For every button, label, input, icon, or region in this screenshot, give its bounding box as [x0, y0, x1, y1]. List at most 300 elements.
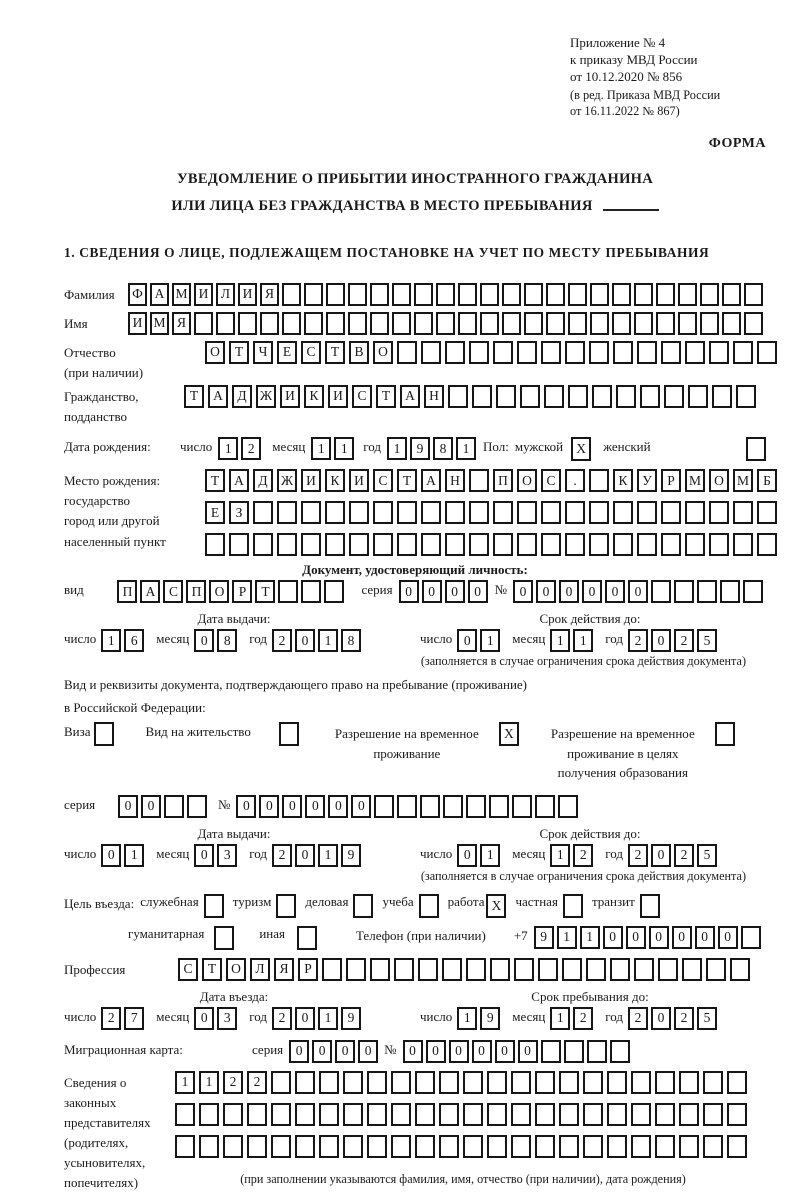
- char-cell[interactable]: С: [178, 958, 198, 981]
- char-cell[interactable]: 2: [272, 844, 292, 867]
- char-cell[interactable]: [565, 501, 585, 524]
- char-cell[interactable]: 0: [651, 1007, 671, 1030]
- char-cell[interactable]: 3: [217, 1007, 237, 1030]
- char-cell[interactable]: 1: [218, 437, 238, 460]
- char-cell[interactable]: [493, 341, 513, 364]
- char-cell[interactable]: 1: [199, 1071, 219, 1094]
- char-cell[interactable]: [535, 1103, 555, 1126]
- char-cell[interactable]: [733, 341, 753, 364]
- char-cell[interactable]: 0: [335, 1040, 355, 1063]
- char-cell[interactable]: [661, 501, 681, 524]
- char-cell[interactable]: [367, 1103, 387, 1126]
- char-cell[interactable]: А: [208, 385, 228, 408]
- char-cell[interactable]: [295, 1135, 315, 1158]
- char-cell[interactable]: [391, 1135, 411, 1158]
- char-cell[interactable]: 9: [480, 1007, 500, 1030]
- char-cell[interactable]: [512, 795, 532, 818]
- char-cell[interactable]: [661, 341, 681, 364]
- char-cell[interactable]: [370, 958, 390, 981]
- char-cell[interactable]: [439, 1103, 459, 1126]
- tourism-checkbox[interactable]: [276, 894, 296, 918]
- char-cell[interactable]: [589, 469, 609, 492]
- char-cell[interactable]: [397, 341, 417, 364]
- char-cell[interactable]: Л: [250, 958, 270, 981]
- char-cell[interactable]: [199, 1135, 219, 1158]
- char-cell[interactable]: [374, 795, 394, 818]
- char-cell[interactable]: [634, 283, 653, 306]
- char-cell[interactable]: 0: [312, 1040, 332, 1063]
- char-cell[interactable]: 2: [628, 629, 648, 652]
- char-cell[interactable]: Я: [260, 283, 279, 306]
- char-cell[interactable]: Ж: [256, 385, 276, 408]
- char-cell[interactable]: 0: [351, 795, 371, 818]
- char-cell[interactable]: 9: [341, 1007, 361, 1030]
- char-cell[interactable]: А: [150, 283, 169, 306]
- char-cell[interactable]: [348, 312, 367, 335]
- char-cell[interactable]: [420, 795, 440, 818]
- char-cell[interactable]: 0: [422, 580, 442, 603]
- humanitarian-checkbox[interactable]: [214, 926, 234, 950]
- char-cell[interactable]: 0: [305, 795, 325, 818]
- char-cell[interactable]: [722, 312, 741, 335]
- char-cell[interactable]: Е: [205, 501, 225, 524]
- char-cell[interactable]: 0: [328, 795, 348, 818]
- char-cell[interactable]: [164, 795, 184, 818]
- char-cell[interactable]: [247, 1103, 267, 1126]
- char-cell[interactable]: [326, 283, 345, 306]
- char-cell[interactable]: 9: [534, 926, 554, 949]
- char-cell[interactable]: [414, 312, 433, 335]
- char-cell[interactable]: [325, 533, 345, 556]
- char-cell[interactable]: [301, 580, 321, 603]
- char-cell[interactable]: [757, 533, 777, 556]
- char-cell[interactable]: [730, 958, 750, 981]
- char-cell[interactable]: Т: [397, 469, 417, 492]
- char-cell[interactable]: Т: [229, 341, 249, 364]
- char-cell[interactable]: [418, 958, 438, 981]
- char-cell[interactable]: [568, 312, 587, 335]
- char-cell[interactable]: [658, 958, 678, 981]
- char-cell[interactable]: [583, 1135, 603, 1158]
- char-cell[interactable]: [586, 958, 606, 981]
- char-cell[interactable]: [271, 1103, 291, 1126]
- char-cell[interactable]: [736, 385, 756, 408]
- char-cell[interactable]: 8: [341, 629, 361, 652]
- char-cell[interactable]: 0: [282, 795, 302, 818]
- char-cell[interactable]: 0: [259, 795, 279, 818]
- char-cell[interactable]: [442, 958, 462, 981]
- char-cell[interactable]: Д: [253, 469, 273, 492]
- char-cell[interactable]: [640, 385, 660, 408]
- char-cell[interactable]: 5: [697, 629, 717, 652]
- char-cell[interactable]: 2: [573, 844, 593, 867]
- char-cell[interactable]: 0: [559, 580, 579, 603]
- char-cell[interactable]: 0: [358, 1040, 378, 1063]
- char-cell[interactable]: [655, 1135, 675, 1158]
- char-cell[interactable]: 0: [472, 1040, 492, 1063]
- char-cell[interactable]: [541, 341, 561, 364]
- char-cell[interactable]: 1: [318, 1007, 338, 1030]
- char-cell[interactable]: 2: [223, 1071, 243, 1094]
- char-cell[interactable]: [397, 795, 417, 818]
- char-cell[interactable]: [458, 283, 477, 306]
- char-cell[interactable]: [319, 1135, 339, 1158]
- char-cell[interactable]: 1: [550, 1007, 570, 1030]
- char-cell[interactable]: [271, 1071, 291, 1094]
- char-cell[interactable]: [445, 501, 465, 524]
- char-cell[interactable]: [326, 312, 345, 335]
- char-cell[interactable]: Р: [298, 958, 318, 981]
- char-cell[interactable]: 0: [649, 926, 669, 949]
- char-cell[interactable]: [370, 312, 389, 335]
- char-cell[interactable]: 2: [628, 1007, 648, 1030]
- char-cell[interactable]: 0: [445, 580, 465, 603]
- char-cell[interactable]: А: [229, 469, 249, 492]
- char-cell[interactable]: [391, 1103, 411, 1126]
- official-checkbox[interactable]: [204, 894, 224, 918]
- char-cell[interactable]: [343, 1071, 363, 1094]
- char-cell[interactable]: [612, 312, 631, 335]
- char-cell[interactable]: К: [613, 469, 633, 492]
- char-cell[interactable]: [277, 501, 297, 524]
- char-cell[interactable]: [679, 1135, 699, 1158]
- char-cell[interactable]: И: [328, 385, 348, 408]
- char-cell[interactable]: [448, 385, 468, 408]
- char-cell[interactable]: 3: [217, 844, 237, 867]
- char-cell[interactable]: С: [373, 469, 393, 492]
- char-cell[interactable]: 0: [603, 926, 623, 949]
- char-cell[interactable]: [616, 385, 636, 408]
- char-cell[interactable]: Р: [661, 469, 681, 492]
- char-cell[interactable]: 0: [628, 580, 648, 603]
- char-cell[interactable]: [304, 312, 323, 335]
- char-cell[interactable]: [637, 533, 657, 556]
- char-cell[interactable]: [655, 1071, 675, 1094]
- char-cell[interactable]: 0: [141, 795, 161, 818]
- char-cell[interactable]: [415, 1103, 435, 1126]
- char-cell[interactable]: [301, 501, 321, 524]
- char-cell[interactable]: 8: [217, 629, 237, 652]
- char-cell[interactable]: Ф: [128, 283, 147, 306]
- char-cell[interactable]: [613, 341, 633, 364]
- char-cell[interactable]: [260, 312, 279, 335]
- char-cell[interactable]: 0: [236, 795, 256, 818]
- char-cell[interactable]: [349, 533, 369, 556]
- char-cell[interactable]: [703, 1103, 723, 1126]
- char-cell[interactable]: [325, 501, 345, 524]
- char-cell[interactable]: [348, 283, 367, 306]
- char-cell[interactable]: [463, 1103, 483, 1126]
- char-cell[interactable]: [436, 283, 455, 306]
- char-cell[interactable]: [487, 1135, 507, 1158]
- char-cell[interactable]: [709, 533, 729, 556]
- char-cell[interactable]: [634, 958, 654, 981]
- char-cell[interactable]: Д: [232, 385, 252, 408]
- char-cell[interactable]: 1: [124, 844, 144, 867]
- char-cell[interactable]: [564, 1040, 584, 1063]
- visa-checkbox[interactable]: [94, 722, 114, 746]
- char-cell[interactable]: 1: [557, 926, 577, 949]
- char-cell[interactable]: 9: [410, 437, 430, 460]
- char-cell[interactable]: [343, 1103, 363, 1126]
- char-cell[interactable]: [733, 533, 753, 556]
- char-cell[interactable]: [445, 341, 465, 364]
- char-cell[interactable]: [727, 1103, 747, 1126]
- char-cell[interactable]: Н: [424, 385, 444, 408]
- char-cell[interactable]: [469, 533, 489, 556]
- char-cell[interactable]: 0: [651, 629, 671, 652]
- char-cell[interactable]: В: [349, 341, 369, 364]
- char-cell[interactable]: 0: [605, 580, 625, 603]
- char-cell[interactable]: [589, 341, 609, 364]
- char-cell[interactable]: [697, 580, 717, 603]
- char-cell[interactable]: [565, 533, 585, 556]
- char-cell[interactable]: 2: [241, 437, 261, 460]
- char-cell[interactable]: [583, 1103, 603, 1126]
- char-cell[interactable]: 1: [101, 629, 121, 652]
- char-cell[interactable]: [493, 501, 513, 524]
- char-cell[interactable]: Т: [184, 385, 204, 408]
- char-cell[interactable]: Ч: [253, 341, 273, 364]
- char-cell[interactable]: [546, 312, 565, 335]
- char-cell[interactable]: 1: [580, 926, 600, 949]
- char-cell[interactable]: [535, 1135, 555, 1158]
- char-cell[interactable]: [469, 501, 489, 524]
- char-cell[interactable]: [679, 1103, 699, 1126]
- char-cell[interactable]: [703, 1071, 723, 1094]
- char-cell[interactable]: 0: [518, 1040, 538, 1063]
- char-cell[interactable]: [397, 501, 417, 524]
- char-cell[interactable]: И: [280, 385, 300, 408]
- temp-residence-education-checkbox[interactable]: [715, 722, 735, 746]
- char-cell[interactable]: 0: [457, 629, 477, 652]
- char-cell[interactable]: [216, 312, 235, 335]
- char-cell[interactable]: [607, 1103, 627, 1126]
- char-cell[interactable]: [487, 1103, 507, 1126]
- char-cell[interactable]: 0: [118, 795, 138, 818]
- char-cell[interactable]: [367, 1135, 387, 1158]
- char-cell[interactable]: [656, 312, 675, 335]
- char-cell[interactable]: 1: [480, 629, 500, 652]
- char-cell[interactable]: [514, 958, 534, 981]
- char-cell[interactable]: 0: [457, 844, 477, 867]
- char-cell[interactable]: 2: [628, 844, 648, 867]
- char-cell[interactable]: [720, 580, 740, 603]
- char-cell[interactable]: [436, 312, 455, 335]
- char-cell[interactable]: [587, 1040, 607, 1063]
- char-cell[interactable]: [304, 283, 323, 306]
- work-checkbox[interactable]: X: [486, 894, 506, 918]
- char-cell[interactable]: [490, 958, 510, 981]
- char-cell[interactable]: Т: [202, 958, 222, 981]
- char-cell[interactable]: 0: [626, 926, 646, 949]
- char-cell[interactable]: К: [325, 469, 345, 492]
- char-cell[interactable]: [466, 795, 486, 818]
- char-cell[interactable]: [421, 501, 441, 524]
- char-cell[interactable]: [277, 533, 297, 556]
- char-cell[interactable]: [685, 533, 705, 556]
- char-cell[interactable]: [414, 283, 433, 306]
- char-cell[interactable]: [466, 958, 486, 981]
- char-cell[interactable]: С: [301, 341, 321, 364]
- char-cell[interactable]: [502, 312, 521, 335]
- other-checkbox[interactable]: [297, 926, 317, 950]
- char-cell[interactable]: 1: [550, 844, 570, 867]
- char-cell[interactable]: С: [163, 580, 183, 603]
- char-cell[interactable]: [741, 926, 761, 949]
- char-cell[interactable]: [282, 283, 301, 306]
- char-cell[interactable]: [282, 312, 301, 335]
- char-cell[interactable]: [487, 1071, 507, 1094]
- char-cell[interactable]: 0: [513, 580, 533, 603]
- char-cell[interactable]: [496, 385, 516, 408]
- char-cell[interactable]: [590, 312, 609, 335]
- char-cell[interactable]: 0: [194, 629, 214, 652]
- char-cell[interactable]: [223, 1135, 243, 1158]
- char-cell[interactable]: [458, 312, 477, 335]
- char-cell[interactable]: [631, 1103, 651, 1126]
- char-cell[interactable]: [493, 533, 513, 556]
- char-cell[interactable]: [535, 795, 555, 818]
- char-cell[interactable]: [583, 1071, 603, 1094]
- char-cell[interactable]: [661, 533, 681, 556]
- char-cell[interactable]: 1: [311, 437, 331, 460]
- char-cell[interactable]: 1: [550, 629, 570, 652]
- char-cell[interactable]: [706, 958, 726, 981]
- char-cell[interactable]: 0: [295, 1007, 315, 1030]
- char-cell[interactable]: И: [128, 312, 147, 335]
- char-cell[interactable]: [541, 1040, 561, 1063]
- char-cell[interactable]: А: [421, 469, 441, 492]
- char-cell[interactable]: [319, 1071, 339, 1094]
- char-cell[interactable]: [295, 1071, 315, 1094]
- char-cell[interactable]: М: [733, 469, 753, 492]
- char-cell[interactable]: 0: [101, 844, 121, 867]
- char-cell[interactable]: [559, 1071, 579, 1094]
- char-cell[interactable]: 1: [175, 1071, 195, 1094]
- char-cell[interactable]: [565, 341, 585, 364]
- char-cell[interactable]: 0: [718, 926, 738, 949]
- char-cell[interactable]: [319, 1103, 339, 1126]
- char-cell[interactable]: [343, 1135, 363, 1158]
- char-cell[interactable]: [392, 283, 411, 306]
- char-cell[interactable]: [238, 312, 257, 335]
- char-cell[interactable]: [664, 385, 684, 408]
- char-cell[interactable]: [568, 283, 587, 306]
- char-cell[interactable]: [194, 312, 213, 335]
- char-cell[interactable]: У: [637, 469, 657, 492]
- char-cell[interactable]: [562, 958, 582, 981]
- char-cell[interactable]: [301, 533, 321, 556]
- char-cell[interactable]: [229, 533, 249, 556]
- char-cell[interactable]: М: [172, 283, 191, 306]
- char-cell[interactable]: [589, 533, 609, 556]
- char-cell[interactable]: 2: [674, 1007, 694, 1030]
- char-cell[interactable]: Б: [757, 469, 777, 492]
- char-cell[interactable]: [187, 795, 207, 818]
- char-cell[interactable]: [370, 283, 389, 306]
- char-cell[interactable]: [223, 1103, 243, 1126]
- char-cell[interactable]: А: [140, 580, 160, 603]
- char-cell[interactable]: [709, 501, 729, 524]
- char-cell[interactable]: [613, 533, 633, 556]
- char-cell[interactable]: 0: [651, 844, 671, 867]
- char-cell[interactable]: 1: [318, 629, 338, 652]
- char-cell[interactable]: П: [186, 580, 206, 603]
- char-cell[interactable]: [394, 958, 414, 981]
- char-cell[interactable]: 9: [341, 844, 361, 867]
- char-cell[interactable]: О: [373, 341, 393, 364]
- char-cell[interactable]: [682, 958, 702, 981]
- char-cell[interactable]: [415, 1135, 435, 1158]
- char-cell[interactable]: 0: [194, 1007, 214, 1030]
- char-cell[interactable]: [439, 1071, 459, 1094]
- char-cell[interactable]: [175, 1103, 195, 1126]
- char-cell[interactable]: 5: [697, 844, 717, 867]
- char-cell[interactable]: 1: [456, 437, 476, 460]
- char-cell[interactable]: [480, 283, 499, 306]
- char-cell[interactable]: [589, 501, 609, 524]
- char-cell[interactable]: [607, 1071, 627, 1094]
- char-cell[interactable]: К: [304, 385, 324, 408]
- char-cell[interactable]: [688, 385, 708, 408]
- char-cell[interactable]: С: [541, 469, 561, 492]
- char-cell[interactable]: И: [301, 469, 321, 492]
- char-cell[interactable]: [546, 283, 565, 306]
- char-cell[interactable]: 0: [426, 1040, 446, 1063]
- char-cell[interactable]: 0: [468, 580, 488, 603]
- char-cell[interactable]: [631, 1135, 651, 1158]
- char-cell[interactable]: [592, 385, 612, 408]
- char-cell[interactable]: Н: [445, 469, 465, 492]
- char-cell[interactable]: [469, 341, 489, 364]
- char-cell[interactable]: [463, 1071, 483, 1094]
- char-cell[interactable]: [463, 1135, 483, 1158]
- char-cell[interactable]: [727, 1135, 747, 1158]
- char-cell[interactable]: 2: [272, 629, 292, 652]
- char-cell[interactable]: [678, 283, 697, 306]
- char-cell[interactable]: 0: [672, 926, 692, 949]
- char-cell[interactable]: [559, 1103, 579, 1126]
- char-cell[interactable]: О: [209, 580, 229, 603]
- char-cell[interactable]: [502, 283, 521, 306]
- char-cell[interactable]: [709, 341, 729, 364]
- char-cell[interactable]: [271, 1135, 291, 1158]
- char-cell[interactable]: Р: [232, 580, 252, 603]
- char-cell[interactable]: [700, 283, 719, 306]
- char-cell[interactable]: 5: [697, 1007, 717, 1030]
- char-cell[interactable]: [568, 385, 588, 408]
- char-cell[interactable]: 6: [124, 629, 144, 652]
- char-cell[interactable]: [656, 283, 675, 306]
- char-cell[interactable]: [324, 580, 344, 603]
- char-cell[interactable]: 1: [480, 844, 500, 867]
- study-checkbox[interactable]: [419, 894, 439, 918]
- char-cell[interactable]: [610, 958, 630, 981]
- char-cell[interactable]: [439, 1135, 459, 1158]
- char-cell[interactable]: О: [226, 958, 246, 981]
- char-cell[interactable]: [535, 1071, 555, 1094]
- char-cell[interactable]: [631, 1071, 651, 1094]
- char-cell[interactable]: И: [238, 283, 257, 306]
- char-cell[interactable]: [538, 958, 558, 981]
- char-cell[interactable]: Л: [216, 283, 235, 306]
- char-cell[interactable]: [703, 1135, 723, 1158]
- char-cell[interactable]: [541, 533, 561, 556]
- char-cell[interactable]: [524, 283, 543, 306]
- char-cell[interactable]: 8: [433, 437, 453, 460]
- char-cell[interactable]: [655, 1103, 675, 1126]
